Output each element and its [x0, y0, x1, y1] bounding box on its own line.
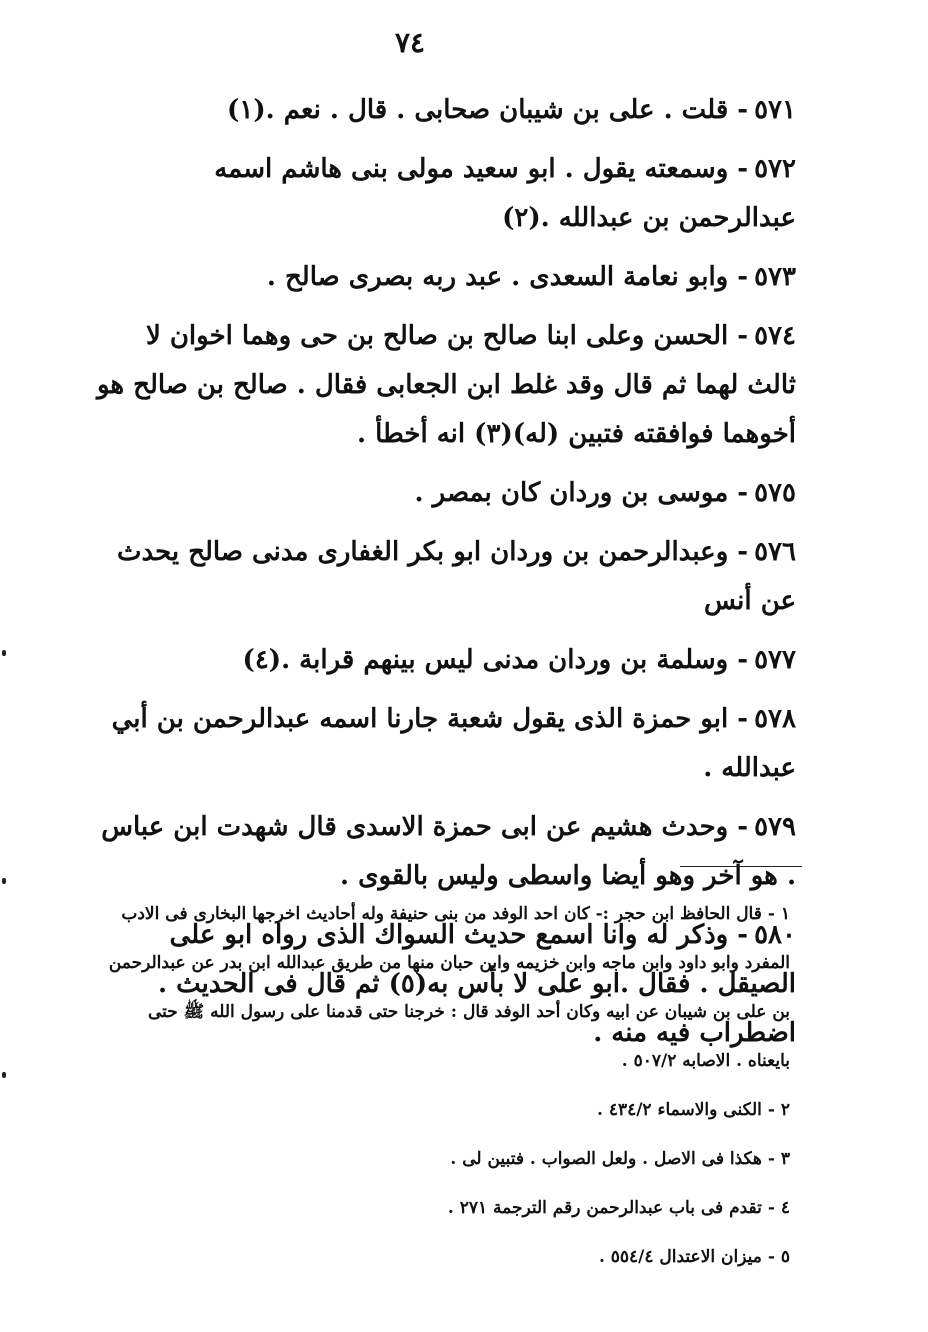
footnote [100, 1184, 790, 1233]
entry-text: - وابو نعامة السعدى . عبد ربه بصرى صالح . [266, 262, 749, 292]
footnote-marker: ٤ - [767, 1198, 790, 1218]
footnote-marker: ٣ - [767, 1149, 790, 1169]
entry [92, 253, 796, 302]
footnote [100, 890, 790, 1086]
footnote-text: قال الحافظ ابن حجر :- كان احد الوفد من بنى حنيفة وله أحاديث اخرجها البخارى فى الادب المفرد وابو داود وابن ماجه وابن خزيمه وابن حبان منها من طريق عبدالله ابن بدر عن عبدالرحمن بن على بن شيبان عن ابيه وكان أحد الوفد قال : خرجنا حتى قدمنا على رسول الله ﷺ حتى بايعناه . الاصابه ٥٠٧/٢ . [108, 904, 790, 1071]
entry-number: ٥٧٥ [754, 478, 796, 508]
scan-speck [2, 650, 6, 656]
footnote-text: الكنى والاسماء ٤٣٤/٢ . [596, 1100, 762, 1120]
entry-number: ٥٧٦ [754, 537, 796, 567]
entry-text: - وسلمة بن وردان مدنى ليس بينهم قرابة .(٤) [242, 645, 749, 675]
entry-number: ٥٧٢ [754, 154, 796, 184]
footnote-text: ميزان الاعتدال ٥٥٤/٤ . [598, 1247, 762, 1267]
footnote [100, 1233, 790, 1282]
footnote-marker: ١ - [767, 904, 790, 924]
entry-number: ٥٧١ [754, 95, 796, 125]
footnotes-list [100, 890, 790, 1282]
entry [92, 695, 796, 793]
page-number: ٧٤ [394, 26, 426, 59]
footnote [100, 1135, 790, 1184]
entry-number: ٥٧٩ [754, 812, 796, 842]
entry-number: ٥٧٨ [754, 704, 796, 734]
entry [92, 86, 796, 135]
footnote-marker: ٥ - [767, 1247, 790, 1267]
entry [92, 528, 796, 626]
entry-text: - وسمعته يقول . ابو سعيد مولى بنى هاشم اسمه عبدالرحمن بن عبدالله .(٢) [214, 154, 796, 233]
entry [92, 636, 796, 685]
footnote [100, 1086, 790, 1135]
entry [92, 469, 796, 518]
entry-number: ٥٧٤ [754, 321, 796, 351]
footnote-text: تقدم فى باب عبدالرحمن رقم الترجمة ٢٧١ . [447, 1198, 762, 1218]
entry [92, 312, 796, 459]
entry-number: ٥٧٧ [754, 645, 796, 675]
scan-speck [2, 878, 6, 884]
entry-text: - قلت . على بن شيبان صحابى . قال . نعم .(١) [227, 95, 749, 125]
entry-text: - وذكر له وانا اسمع حديث السواك الذى رواه ابو على الصيقل . فقال .ابو على لا بأس به(٥) ثم قال فى الحديث . اضطراب فيه منه . [158, 920, 796, 1048]
footnote-text: هكذا فى الاصل . ولعل الصواب . فتبين لى . [450, 1149, 762, 1169]
entry-text: - الحسن وعلى ابنا صالح بن صالح بن حى وهما اخوان لا ثالث لهما ثم قال وقد غلط ابن الجعابى فقال . صالح بن صالح هو أخوهما فوافقته فتبين (له)(٣) انه أخطأ . [96, 321, 796, 449]
entry-text: - موسى بن وردان كان بمصر . [414, 478, 749, 508]
footnote-marker: ٢ - [767, 1100, 790, 1120]
entry-text: - وحدث هشيم عن ابى حمزة الاسدى قال شهدت ابن عباس . هو آخر وهو أيضا واسطى وليس بالقوى . [101, 812, 796, 891]
entry [92, 803, 796, 901]
footnote-divider [680, 866, 802, 867]
entry [92, 145, 796, 243]
entry-number: ٥٨٠ [754, 920, 796, 950]
entry-text: - ابو حمزة الذى يقول شعبة جارنا اسمه عبدالرحمن بن أبي عبدالله . [111, 704, 796, 783]
entry-text: - وعبدالرحمن بن وردان ابو بكر الغفارى مدنى صالح يحدث عن أنس [117, 537, 796, 616]
scan-speck [2, 1072, 6, 1078]
entry-number: ٥٧٣ [754, 262, 796, 292]
